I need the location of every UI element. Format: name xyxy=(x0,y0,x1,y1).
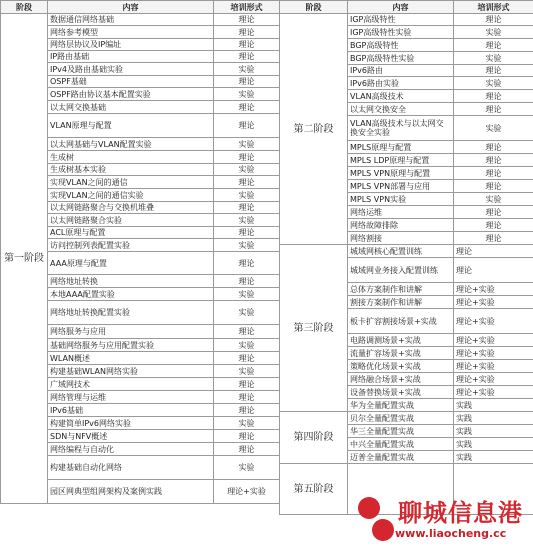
course-format: 实验 xyxy=(214,88,280,101)
course-format: 理论+实验 xyxy=(454,296,533,309)
course-format: 实验 xyxy=(454,77,533,90)
course-format: 实验 xyxy=(454,26,533,39)
course-format: 理论 xyxy=(214,252,280,275)
course-content: MPLS LDP原理与配置 xyxy=(348,154,454,167)
course-content: 构建基础WLAN网络实验 xyxy=(48,365,214,378)
course-content: 广域网技术 xyxy=(48,378,214,391)
table-row xyxy=(280,14,533,26)
header-stage: 阶段 xyxy=(1,1,48,14)
course-content: 网络服务与应用 xyxy=(48,325,214,339)
course-content: 以太网链路聚合实验 xyxy=(48,214,214,227)
course-format: 理论 xyxy=(214,176,280,189)
course-format: 理论 xyxy=(454,245,533,258)
course-content: 本地AAA配置实验 xyxy=(48,288,214,301)
course-format: 理论 xyxy=(214,114,280,138)
course-content: 实现VLAN之间的通信实验 xyxy=(48,189,214,202)
course-content: 访问控制列表配置实验 xyxy=(48,239,214,252)
watermark-url: www.liaocheng.cc xyxy=(395,527,507,540)
course-format: 理论+实验 xyxy=(454,309,533,334)
course-format: 实验 xyxy=(214,63,280,76)
course-content: IP路由基础 xyxy=(48,51,214,63)
course-format: 理论 xyxy=(454,103,533,116)
course-content: IPv6路由 xyxy=(348,65,454,77)
course-format: 理论+实验 xyxy=(214,480,280,504)
course-content: 以太网交换基础 xyxy=(48,101,214,114)
schedule-table-right xyxy=(279,0,533,515)
course-content: IPv6基础 xyxy=(48,404,214,417)
course-content: MPLS VPN原理与配置 xyxy=(348,167,454,180)
course-content: IPv6路由实验 xyxy=(348,77,454,90)
course-format: 理论 xyxy=(454,14,533,26)
table-row xyxy=(1,14,280,26)
course-format: 理论 xyxy=(214,404,280,417)
course-format: 理论 xyxy=(214,378,280,391)
course-content: 设备替换场景+实战 xyxy=(348,386,454,399)
course-content: 板卡扩容割接场景+实战 xyxy=(348,309,454,334)
course-content: 网络编程与自动化 xyxy=(48,443,214,456)
stage-label: 第四阶段 xyxy=(280,412,348,464)
course-content: 迈普全量配置实战 xyxy=(348,451,454,464)
course-format: 实验 xyxy=(214,456,280,480)
course-content: MPLS原理与配置 xyxy=(348,141,454,154)
course-format: 实验 xyxy=(454,52,533,65)
course-format: 理论+实验 xyxy=(454,360,533,373)
header-content: 内容 xyxy=(348,1,454,14)
course-format: 实验 xyxy=(214,417,280,430)
course-content: 网络融合场景+实战 xyxy=(348,373,454,386)
header-content: 内容 xyxy=(48,1,214,14)
course-format: 理论 xyxy=(214,101,280,114)
course-content: 以太网链路聚合与交换机堆叠 xyxy=(48,202,214,214)
course-format: 理论 xyxy=(214,430,280,443)
course-content: 网络割接 xyxy=(348,232,454,245)
course-format: 理论 xyxy=(454,154,533,167)
course-format: 理论 xyxy=(214,51,280,63)
course-format: 实验 xyxy=(214,288,280,301)
course-content: 流量扩容场景+实战 xyxy=(348,347,454,360)
course-content: 城域网核心配置训练 xyxy=(348,245,454,258)
course-format: 实践 xyxy=(454,425,533,438)
course-format: 理论 xyxy=(454,90,533,103)
course-format: 实验 xyxy=(214,189,280,202)
course-content: 网络参考模型 xyxy=(48,26,214,39)
course-format: 理论 xyxy=(214,26,280,39)
course-format: 实验 xyxy=(214,239,280,252)
course-format: 理论 xyxy=(214,151,280,164)
course-format: 理论+实验 xyxy=(454,334,533,347)
course-content: 实现VLAN之间的通信 xyxy=(48,176,214,189)
watermark-title: 聊城信息港 xyxy=(398,498,523,527)
course-format: 实验 xyxy=(454,116,533,141)
course-format: 实践 xyxy=(454,451,533,464)
course-format: 理论 xyxy=(214,76,280,88)
course-content: 割接方案制作和讲解 xyxy=(348,296,454,309)
course-content: 生成树基本实验 xyxy=(48,164,214,176)
table-row xyxy=(280,412,533,425)
course-content: SDN与NFV概述 xyxy=(48,430,214,443)
course-format: 实验 xyxy=(214,365,280,378)
course-content: VLAN高级技术 xyxy=(348,90,454,103)
course-content: ACL原理与配置 xyxy=(48,227,214,239)
course-content: BGP高级特性实验 xyxy=(348,52,454,65)
course-format: 理论 xyxy=(214,352,280,365)
stage-label: 第五阶段 xyxy=(280,464,348,515)
course-content: AAA原理与配置 xyxy=(48,252,214,275)
course-content: 以太网交换安全 xyxy=(348,103,454,116)
course-content: 网络地址转换 xyxy=(48,275,214,288)
course-content: 贝尔全量配置实战 xyxy=(348,412,454,425)
course-content: BGP高级特性 xyxy=(348,39,454,52)
course-format: 理论 xyxy=(454,206,533,219)
course-format: 理论+实验 xyxy=(454,347,533,360)
course-format: 理论 xyxy=(214,14,280,26)
course-content: 网络层协议及IP编址 xyxy=(48,39,214,51)
course-format: 理论 xyxy=(454,258,533,283)
course-format: 理论+实验 xyxy=(454,373,533,386)
course-content: 数据通信网络基础 xyxy=(48,14,214,26)
header-stage: 阶段 xyxy=(280,1,348,14)
header-format: 培训形式 xyxy=(454,1,533,14)
table-row xyxy=(280,245,533,258)
course-format: 理论 xyxy=(214,202,280,214)
course-content: VLAN高级技术与以太网交换安全实验 xyxy=(348,116,454,141)
course-content: IGP高级特性实验 xyxy=(348,26,454,39)
course-format: 理论 xyxy=(214,275,280,288)
course-content: 网络运维 xyxy=(348,206,454,219)
course-content: 基础网络服务与应用配置实验 xyxy=(48,339,214,352)
course-format: 实验 xyxy=(214,301,280,325)
course-format: 实验 xyxy=(214,339,280,352)
course-content: IPv4及路由基础实验 xyxy=(48,63,214,76)
course-format: 实践 xyxy=(454,438,533,451)
course-format: 理论 xyxy=(214,391,280,404)
course-content: VLAN原理与配置 xyxy=(48,114,214,138)
course-content: 以太网基础与VLAN配置实验 xyxy=(48,138,214,151)
course-content: 构建基础自动化网络 xyxy=(48,456,214,480)
course-format: 实验 xyxy=(214,164,280,176)
course-content: 园区网典型组网架构及案例实践 xyxy=(48,480,214,504)
course-content: WLAN概述 xyxy=(48,352,214,365)
course-format: 理论 xyxy=(454,167,533,180)
course-format: 理论 xyxy=(454,219,533,232)
course-format: 理论+实验 xyxy=(454,386,533,399)
course-format: 实践 xyxy=(454,412,533,425)
course-content: 华为全量配置实战 xyxy=(348,399,454,412)
course-content: 生成树 xyxy=(48,151,214,164)
course-content: 城域网业务接入配置训练 xyxy=(348,258,454,283)
header-format: 培训形式 xyxy=(214,1,280,14)
course-content: IGP高级特性 xyxy=(348,14,454,26)
stage-label: 第三阶段 xyxy=(280,245,348,412)
course-content: 构建简单IPv6网络实验 xyxy=(48,417,214,430)
course-content: OSPF路由协议基本配置实验 xyxy=(48,88,214,101)
course-format: 理论 xyxy=(454,232,533,245)
course-format: 理论 xyxy=(454,180,533,193)
course-format: 实验 xyxy=(214,214,280,227)
course-content: 策略优化场景+实战 xyxy=(348,360,454,373)
course-content: 中兴全量配置实战 xyxy=(348,438,454,451)
course-format: 实验 xyxy=(454,193,533,206)
course-format: 理论 xyxy=(454,39,533,52)
schedule-table-left xyxy=(0,0,280,504)
course-format: 理论 xyxy=(214,39,280,51)
course-format: 理论 xyxy=(454,65,533,77)
stage-label: 第一阶段 xyxy=(1,14,48,504)
course-content: MPLS VPN部署与应用 xyxy=(348,180,454,193)
course-content: 网络地址转换配置实验 xyxy=(48,301,214,325)
course-content: 电路调测场景+实战 xyxy=(348,334,454,347)
course-content: 总体方案制作和讲解 xyxy=(348,283,454,296)
course-content: MPLS VPN实验 xyxy=(348,193,454,206)
course-format: 理论 xyxy=(214,443,280,456)
course-content: OSPF基础 xyxy=(48,76,214,88)
watermark-logo xyxy=(357,494,395,544)
course-format: 理论 xyxy=(214,325,280,339)
course-content: 网络故障排除 xyxy=(348,219,454,232)
course-format: 理论+实验 xyxy=(454,283,533,296)
stage-label: 第二阶段 xyxy=(280,14,348,245)
course-format: 理论 xyxy=(214,227,280,239)
course-format: 实验 xyxy=(214,138,280,151)
course-content: 网络管理与运维 xyxy=(48,391,214,404)
course-format: 理论 xyxy=(454,141,533,154)
course-format: 实践 xyxy=(454,399,533,412)
course-content: 华三全量配置实战 xyxy=(348,425,454,438)
